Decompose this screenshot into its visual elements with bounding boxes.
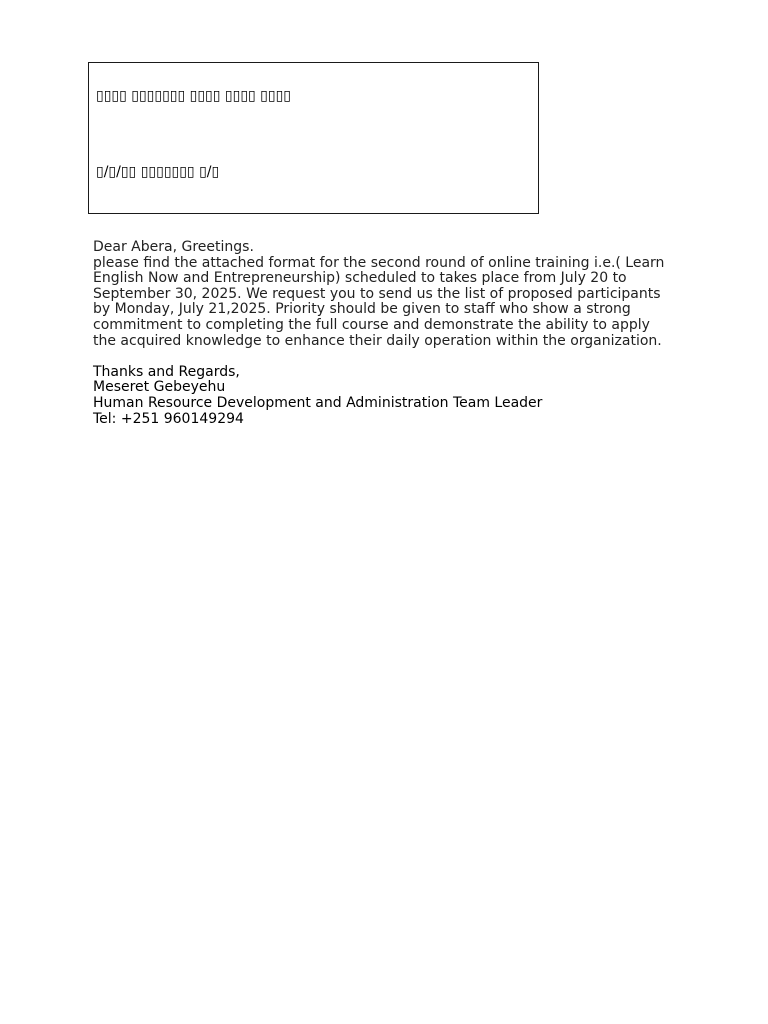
letter-body [93, 240, 693, 427]
closing: Thanks and Regards, [93, 363, 240, 380]
header-line-2: ▯/▯/▯▯ ▯▯▯▯▯▯▯ ▯/▯ [96, 164, 220, 180]
signature-block [93, 365, 693, 427]
body-line: English Now and Entrepreneurship) scheduled to takes place from July 20 to [93, 270, 627, 287]
sender-name: Meseret Gebeyehu [93, 379, 226, 396]
body-line: the acquired knowledge to enhance their daily operation within the organization. [93, 332, 662, 349]
body-line: September 30, 2025. We request you to send us the list of proposed participants [93, 285, 661, 302]
header-line-1: ▯▯▯▯ ▯▯▯▯▯▯▯ ▯▯▯▯ ▯▯▯▯ ▯▯▯▯ [96, 88, 291, 104]
body-line: please find the attached format for the second round of online training i.e.( Learn [93, 254, 665, 271]
sender-tel: Tel: +251 960149294 [93, 410, 244, 427]
header-box [88, 62, 539, 214]
body-line: commitment to completing the full course and demonstrate the ability to apply [93, 316, 650, 333]
greeting: Dear Abera, Greetings. [93, 239, 254, 255]
body-line: by Monday, July 21,2025. Priority should be given to staff who show a strong [93, 301, 631, 318]
sender-title: Human Resource Development and Administration Team Leader [93, 394, 543, 411]
